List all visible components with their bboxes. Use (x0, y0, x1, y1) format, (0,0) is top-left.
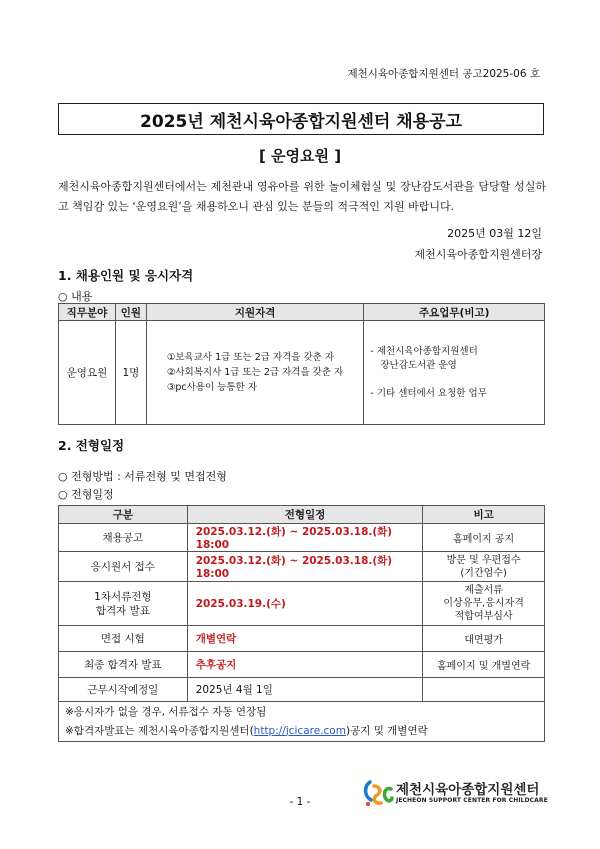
table-row (59, 678, 545, 702)
note-cell (423, 678, 545, 702)
schedule-table (58, 505, 545, 742)
qualification-item: ③pc사용이 능통한 자 (166, 382, 257, 393)
logo-english-name: JECHEON SUPPORT CENTER FOR CHILDCARE (396, 797, 548, 804)
col-header-qualification: 지원자격 (146, 304, 364, 321)
col-header-count: 인원 (115, 304, 146, 321)
note-line: (기간엄수) (460, 567, 507, 579)
duty-item: - 기타 센터에서 요청한 업무 (370, 387, 487, 399)
schedule-cell: 개별연락 (187, 626, 423, 652)
qualification-item: ②사회복지사 1급 또는 2급 자격을 갖춘 자 (166, 367, 344, 378)
page-number: - 1 - (289, 796, 311, 808)
notice-number: 제천시육아종합지원센터 공고2025-06 호 (347, 68, 540, 80)
note-cell (423, 552, 545, 582)
schedule-cell: 2025.03.12.(화) ~ 2025.03.18.(화) 18:00 (187, 552, 423, 582)
table-row (59, 652, 545, 678)
footnote-text: ※합격자발표는 제천시육아종합지원센터( (65, 724, 254, 737)
stage-line: 1차서류전형 (94, 590, 152, 603)
note-line: 방문 및 우편접수 (446, 554, 521, 566)
footnote-auto-extend: ※응시자가 없을 경우, 서류접수 자동 연장됨 (65, 705, 267, 718)
schedule-cell: 2025년 4월 1일 (187, 678, 423, 702)
col-header-note: 비고 (423, 506, 545, 524)
table-row (59, 552, 545, 582)
note-line: 제출서류 (464, 585, 503, 596)
method-bullet: ○ 전형방법 : 서류전형 및 면접전형 (58, 470, 227, 483)
table-row (59, 582, 545, 626)
duty-item: 장난감도서관 운영 (380, 359, 457, 371)
stage-cell: 채용공고 (59, 524, 188, 552)
stage-cell (59, 582, 188, 626)
section1-heading: 1. 채용인원 및 응시자격 (58, 268, 194, 283)
homepage-link[interactable]: http://jcicare.com (253, 724, 346, 737)
footnote-announcement (65, 722, 540, 741)
footnote-row (59, 702, 545, 742)
col-header-stage: 구분 (59, 506, 188, 524)
note-cell: 홈페이지 및 개별연락 (423, 652, 545, 678)
notice-date: 2025년 03월 12일 (447, 227, 542, 240)
col-header-field: 직무분야 (59, 304, 116, 321)
col-header-duties: 주요업무(비고) (364, 304, 545, 321)
stage-cell: 근무시작예정일 (59, 678, 188, 702)
note-cell: 대면평가 (423, 626, 545, 652)
cell-field: 운영요원 (59, 321, 116, 425)
footnote-cell (59, 702, 545, 742)
schedule-cell: 2025.03.12.(화) ~ 2025.03.18.(화) 18:00 (187, 524, 423, 552)
note-cell (423, 582, 545, 626)
note-cell: 홈페이지 공지 (423, 524, 545, 552)
note-line: 이상유무,응시자격 (443, 598, 524, 609)
stage-line: 합격자 발표 (95, 604, 150, 617)
recruitment-table (58, 303, 545, 425)
cell-count: 1명 (115, 321, 146, 425)
footnote-text: )공지 및 개별연락 (345, 724, 428, 737)
issuer: 제천시육아종합지원센터장 (414, 248, 542, 261)
logo-korean-name: 제천시육아종합지원센터 (396, 782, 540, 798)
cell-duties (364, 321, 545, 425)
section2-heading: 2. 전형일정 (58, 438, 125, 453)
duty-item: - 제천시육아종합지원센터 (370, 345, 478, 357)
intro-paragraph: 제천시육아종합지원센터에서는 제천관내 영유아를 위한 놀이체험실 및 장난감도서관을 담당할 성실하고 책임감 있는 ‘운영요원’을 채용하오니 관심 있는 분들의 적극적인 지원 바랍니다. (58, 180, 546, 213)
section1-bullet: ○ 내용 (58, 290, 93, 303)
stage-cell: 면접 시험 (59, 626, 188, 652)
table-row (59, 524, 545, 552)
col-header-schedule: 전형일정 (187, 506, 423, 524)
qualification-item: ①보육교사 1급 또는 2급 자격을 갖춘 자 (166, 352, 335, 363)
note-line: 적합여부심사 (454, 611, 513, 622)
schedule-bullet: ○ 전형일정 (58, 488, 114, 501)
schedule-cell: 추후공지 (187, 652, 423, 678)
table-row (59, 626, 545, 652)
stage-cell: 응시원서 접수 (59, 552, 188, 582)
page-title: 2025년 제천시육아종합지원센터 채용공고 (58, 103, 544, 135)
page-subtitle: [ 운영요원 ] (258, 147, 342, 165)
schedule-cell: 2025.03.19.(수) (187, 582, 423, 626)
cell-qualifications (146, 321, 364, 425)
stage-cell: 최종 합격자 발표 (59, 652, 188, 678)
